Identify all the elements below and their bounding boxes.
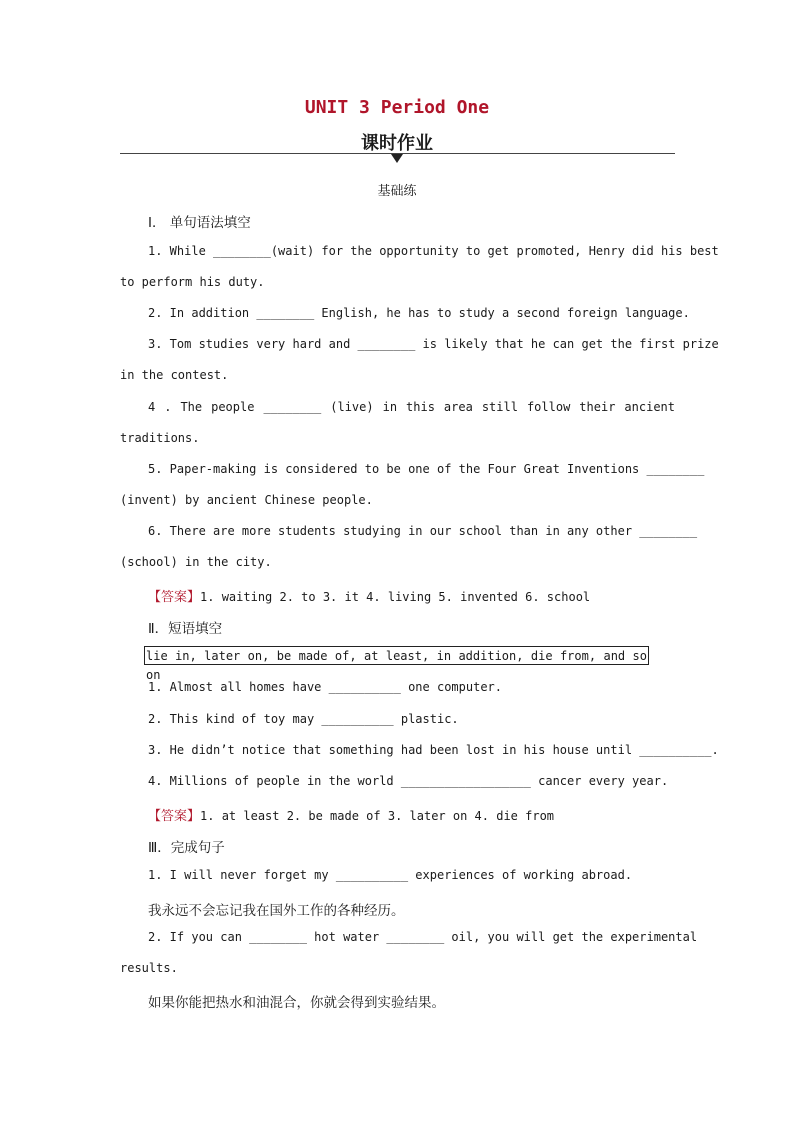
part1-q1-line2: to perform his duty. bbox=[120, 275, 265, 289]
part1-q4-line1: 4 . The people ________ (live) in this area still follow their ancient bbox=[148, 400, 675, 414]
part3-heading: Ⅲ．完成句子 bbox=[148, 840, 225, 856]
part1-q5-line1: 5. Paper-making is considered to be one of the Four Great Inventions ________ bbox=[148, 462, 705, 476]
part1-q4-line2: traditions. bbox=[120, 431, 200, 445]
part3-q2-line2: results. bbox=[120, 961, 178, 975]
part1-q5-line2: (invent) by ancient Chinese people. bbox=[120, 493, 373, 507]
part3-q2-translation: 如果你能把热水和油混合，你就会得到实验结果。 bbox=[148, 995, 445, 1011]
part2-q1: 1. Almost all homes have __________ one computer. bbox=[148, 680, 503, 694]
part1-q3-line2: in the contest. bbox=[120, 368, 229, 382]
part2-answer bbox=[148, 805, 675, 824]
section-label: 基础练 bbox=[377, 184, 417, 199]
part2-q3: 3. He didn’t notice that something had been lost in his house until __________. bbox=[148, 743, 719, 757]
phrase-box: lie in, later on, be made of, at least, in addition, die from, and so on bbox=[144, 646, 649, 665]
answer-text: 1. waiting 2. to 3. it 4. living 5. invented 6. school bbox=[200, 590, 591, 604]
answer-tag: 【答案】 bbox=[148, 809, 201, 824]
answer-tag: 【答案】 bbox=[148, 590, 201, 605]
part3-q1: 1. I will never forget my __________ experiences of working abroad. bbox=[148, 868, 633, 882]
page-subtitle: 课时作业 bbox=[361, 133, 433, 154]
part1-q6-line1: 6. There are more students studying in our school than in any other ________ bbox=[148, 524, 698, 538]
answer-text: 1. at least 2. be made of 3. later on 4. die from bbox=[200, 809, 555, 823]
part1-q3-line1: 3. Tom studies very hard and ________ is likely that he can get the first prize bbox=[148, 337, 719, 351]
part2-q2: 2. This kind of toy may __________ plastic. bbox=[148, 712, 459, 726]
part2-q4: 4. Millions of people in the world __________________ cancer every year. bbox=[148, 774, 669, 788]
part1-q6-line2: (school) in the city. bbox=[120, 555, 272, 569]
part1-answer bbox=[148, 586, 675, 605]
part1-q2: 2. In addition ________ English, he has to study a second foreign language. bbox=[148, 306, 690, 320]
part1-heading: Ⅰ． 单句语法填空 bbox=[148, 215, 251, 231]
part1-q1-line1: 1. While ________(wait) for the opportunity to get promoted, Henry did his best bbox=[148, 244, 719, 258]
page-title: UNIT 3 Period One bbox=[304, 97, 490, 118]
part2-heading: Ⅱ．短语填空 bbox=[148, 621, 223, 637]
part3-q1-translation: 我永远不会忘记我在国外工作的各种经历。 bbox=[148, 903, 405, 919]
triangle-marker-icon bbox=[391, 154, 403, 163]
part3-q2-line1: 2. If you can ________ hot water ________ oil, you will get the experimental bbox=[148, 930, 698, 944]
